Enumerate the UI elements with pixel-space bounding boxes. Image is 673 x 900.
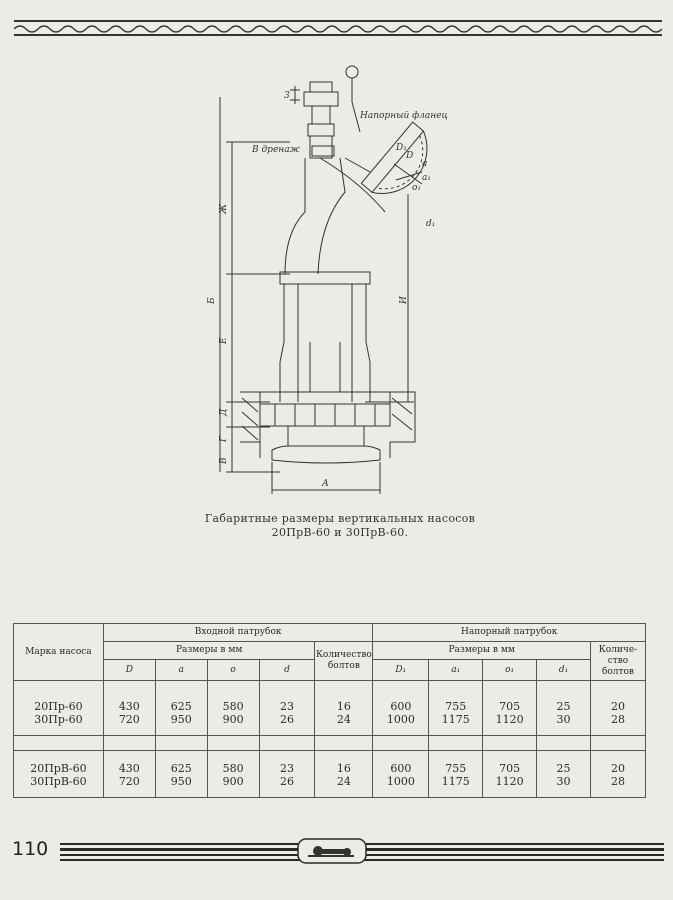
dim-label-d1: d₁ [426, 219, 436, 229]
pump-dimensions-table [13, 623, 646, 798]
table-row: 20Пр-60 430 625 580 23 16 600 755 705 25 20 [14, 681, 646, 714]
top-ornament-border [14, 20, 662, 36]
header-col-D1: D₁ [373, 660, 429, 681]
bottom-ornament-rule [60, 837, 664, 865]
dim-label-a1: a₁ [422, 173, 431, 183]
header-inlet-group: Входной патрубок [103, 624, 373, 642]
dim-label-o1: o₁ [412, 183, 422, 193]
dim-label-D1: D₁ [396, 143, 407, 153]
dim-label-v: В [219, 457, 229, 464]
dim-label-a: А [322, 479, 329, 489]
callout-drain: В дренаж [252, 145, 300, 155]
header-inlet-bolts: Количество болтов [315, 642, 373, 681]
header-inlet-sizes: Размеры в мм [103, 642, 315, 660]
header-outlet-bolts: Количе- ство болтов [590, 642, 645, 681]
page-number: 110 [12, 838, 49, 860]
callout-pressure-flange: Напорный фланец [360, 111, 448, 121]
dim-label-D: D [406, 151, 414, 161]
header-col-d1: d₁ [537, 660, 591, 681]
dim-label-a-small: a [422, 159, 428, 169]
table-row: 20ПрВ-60 430 625 580 23 16 600 755 705 25 20 [14, 751, 646, 776]
dim-label-g: Г [219, 436, 229, 442]
header-brand: Марка насоса [14, 624, 104, 681]
table-row: 30ПрВ-60 720 950 900 26 24 1000 1175 1120 30 28 [14, 775, 646, 798]
dim-label-zh: Ж [219, 203, 229, 214]
dim-label-z: 3 [284, 91, 290, 101]
figure-caption-line-2: 20ПрВ-60 и 30ПрВ-60. [271, 526, 409, 539]
dim-label-i: И [399, 296, 409, 304]
header-col-o1: o₁ [483, 660, 537, 681]
dim-label-d: Д [219, 408, 229, 416]
dim-label-e: Е [219, 337, 229, 344]
header-col-d: d [259, 660, 315, 681]
header-col-o: o [207, 660, 259, 681]
dim-label-b: Б [207, 297, 217, 304]
header-outlet-group: Напорный патрубок [373, 624, 646, 642]
figure-caption-line-1: Габаритные размеры вертикальных насосов [204, 512, 476, 525]
header-col-a: a [155, 660, 207, 681]
header-col-D: D [103, 660, 155, 681]
table-row: 30Пр-60 720 950 900 26 24 1000 1175 1120 30 28 [14, 713, 646, 736]
header-col-a1: a₁ [429, 660, 483, 681]
header-outlet-sizes: Размеры в мм [373, 642, 591, 660]
pump-dimension-drawing [200, 62, 470, 502]
